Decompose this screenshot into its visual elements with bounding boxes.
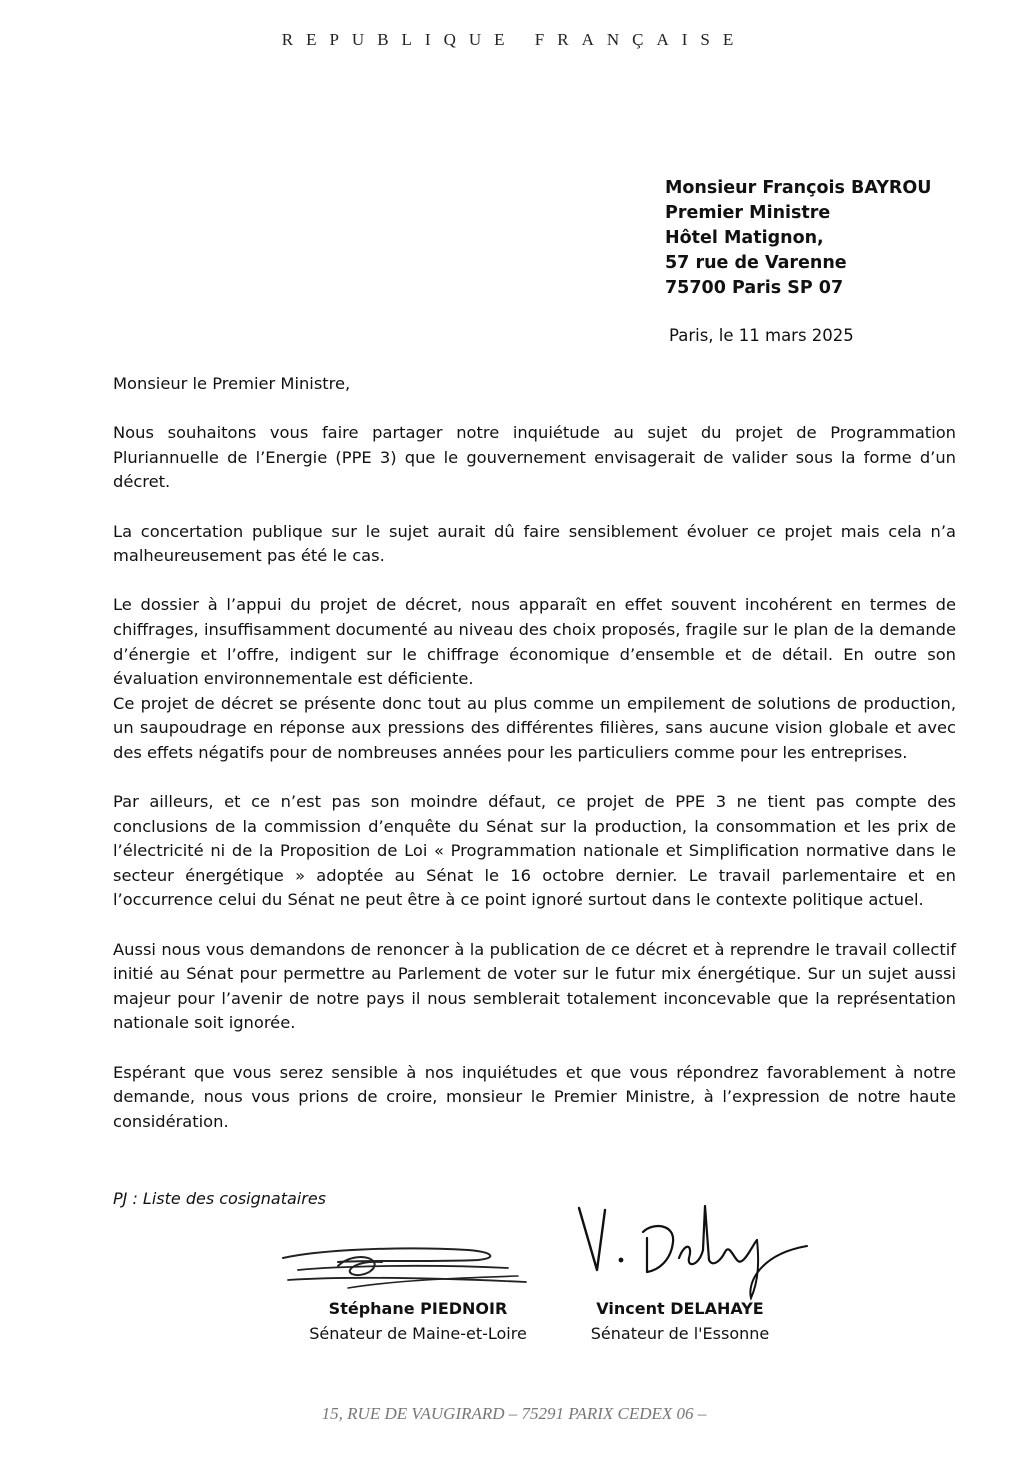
letterhead-republique-francaise: REPUBLIQUE FRANÇAISE bbox=[281, 30, 747, 49]
paragraph-3: Le dossier à l’appui du projet de décret, nous apparaît en effet souvent incohérent en termes de chiffrages, insuffisamment documenté au niveau des choix proposés, fragile sur le plan de la demande d’énergie et l’offre, indigent sur le chiffrage économique d’ensemble et de détail. En outre son évaluation environnementale est déficiente. bbox=[113, 595, 956, 689]
signer-role: Sénateur de l'Essonne bbox=[590, 1324, 770, 1343]
signature-piednoir bbox=[278, 1236, 530, 1298]
paragraph-2: La concertation publique sur le sujet aurait dû faire sensiblement évoluer ce projet mais cela n’a malheureusement pas été le cas. bbox=[113, 521, 956, 566]
recipient-city: 75700 Paris SP 07 bbox=[665, 278, 844, 298]
paragraph-4: Ce projet de décret se présente donc tout au plus comme un empilement de solutions de production, un saupoudrage en réponse aux pressions des différentes filières, sans aucune vision globale et avec des effets négatifs pour de nombreuses années pour les particuliers comme pour les entreprises. bbox=[113, 693, 956, 762]
signer-role: Sénateur de Maine-et-Loire bbox=[309, 1324, 527, 1343]
footer-address: 15, RUE DE VAUGIRARD – 75291 PARIX CEDEX 06 – bbox=[321, 1404, 707, 1423]
paragraph-5: Par ailleurs, et ce n’est pas son moindre défaut, ce projet de PPE 3 ne tient pas compte des conclusions de la commission d’enquête du Sénat sur la production, la consommation et les prix de l’électricité ni de la Proposition de Loi « Programmation nationale et Simplification normative dans le secteur énergétique » adoptée au Sénat le 16 octobre dernier. Le travail parlementaire et en l’occurrence celui du Sénat ne peut être à ce point ignoré surtout dans le contexte politique actuel. bbox=[113, 792, 956, 910]
letter-date: Paris, le 11 mars 2025 bbox=[669, 326, 854, 345]
salutation: Monsieur le Premier Ministre, bbox=[113, 374, 351, 393]
recipient-street: 57 rue de Varenne bbox=[665, 253, 847, 273]
recipient-address-block bbox=[665, 176, 1015, 301]
paragraph-1: Nous souhaitons vous faire partager notre inquiétude au sujet du projet de Programmation Pluriannuelle de l’Energie (PPE 3) que le gouvernement envisagerait de valider sous la forme d’un décret. bbox=[113, 423, 956, 492]
signature-delahaye bbox=[575, 1198, 811, 1302]
signer-name: Stéphane PIEDNOIR bbox=[328, 1299, 508, 1318]
recipient-title: Premier Ministre bbox=[665, 203, 831, 223]
recipient-name: Monsieur François BAYROU bbox=[665, 178, 932, 198]
paragraph-6: Aussi nous vous demandons de renoncer à la publication de ce décret et à reprendre le travail collectif initié au Sénat pour permettre au Parlement de voter sur le futur mix énergétique. Sur un sujet aussi majeur pour l’avenir de notre pays il nous semblerait totalement inconcevable que la représentation nationale soit ignorée. bbox=[113, 939, 956, 1033]
signer-name: Vincent DELAHAYE bbox=[596, 1299, 764, 1318]
signer-delahaye bbox=[566, 1296, 794, 1346]
recipient-building: Hôtel Matignon, bbox=[665, 228, 824, 248]
paragraph-7: Espérant que vous serez sensible à nos inquiétudes et que vous répondrez favorablement à notre demande, nous vous prions de croire, monsieur le Premier Ministre, à l’expression de notre haute considération. bbox=[113, 1062, 956, 1131]
letter-body bbox=[113, 372, 956, 1134]
signer-piednoir bbox=[293, 1296, 543, 1346]
attachment-note: PJ : Liste des cosignataires bbox=[113, 1189, 326, 1208]
